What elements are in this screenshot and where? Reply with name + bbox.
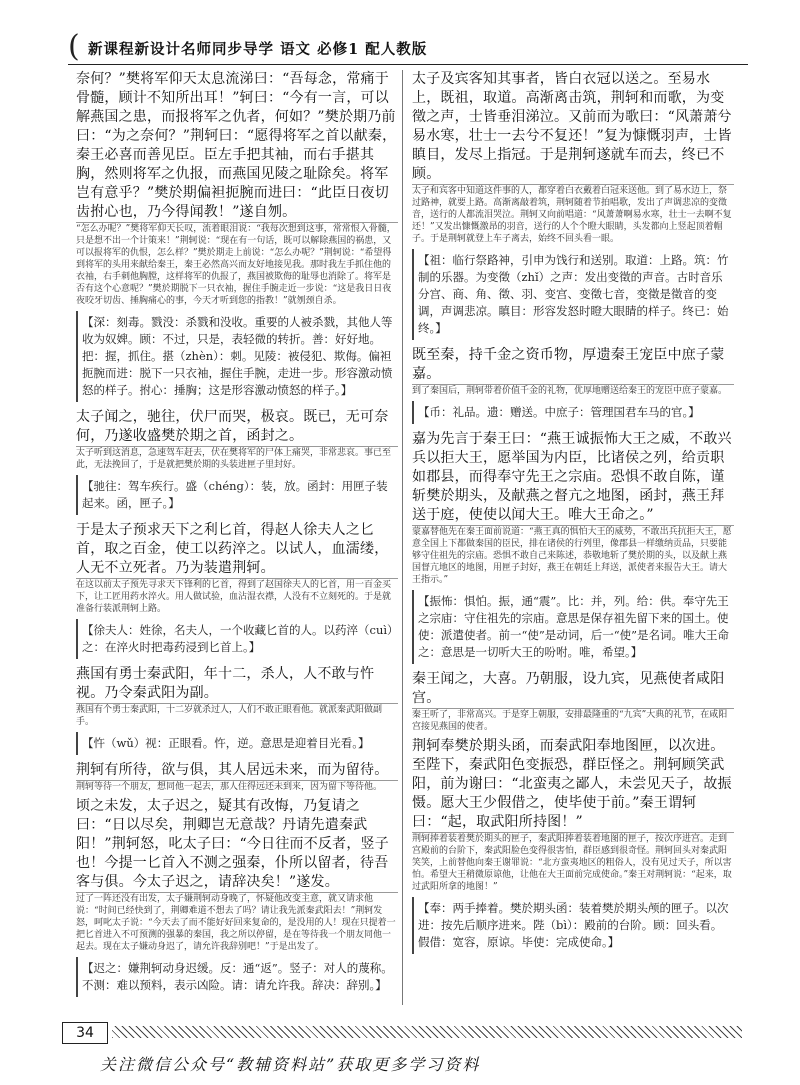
translation-text: 过了一阵还没有出发，太子嫌荆轲动身晚了，怀疑他改变主意，就又请求他说：“时间已经快到了，荆卿难道不想去了吗？请让我先派秦武阳去！”荆轲发怒，呵叱太子说：“今天去了而不能好好回来复命的，是没用的人！现在只提着一把匕首进入不可预测的强暴的秦国，我之所以停留，是在等待我一个朋友同他一起去。现在太子嫌动身迟了，请允许我辞别吧！”于是出发了。 [76, 894, 396, 952]
column-divider [402, 70, 403, 1005]
annotation-note: 【忤（wǔ）视：正眼看。忤，逆。意思是迎着目光看。】 [76, 732, 398, 755]
original-text: 荆轲奉樊於期头函，而秦武阳奉地图匣，以次进。至陛下，秦武阳色变振恐，群臣怪之。荆轲顾笑武阳，前为谢曰：“北蛮夷之鄙人，未尝见天子，故振慑。愿大王少假借之，使毕使于前。”秦王谓轲曰：“起，取武阳所持图！” [412, 737, 734, 833]
original-text: 顷之未发，太子迟之，疑其有改悔，乃复请之曰：“日以尽矣，荆卿岂无意哉？丹请先遣秦武阳！”荆轲怒，叱太子曰：“今日往而不反者，竖子也！今提一匕首入不测之强秦，仆所以留者，待吾客与俱。今太子迟之，请辞决矣！”遂发。 [76, 797, 398, 893]
translation-text: 秦王听了，非常高兴。于是穿上朝服，安排最隆重的“九宾”大典的礼节，在咸阳宫接见燕国的使者。 [412, 710, 728, 732]
original-text: 奈何？”樊将军仰天太息流涕曰：“吾每念，常痛于骨髓，顾计不知所出耳！”轲曰：“今有一言，可以解燕国之患，而报将军之仇者，何如？”樊於期乃前曰：“为之奈何？”荆轲曰：“愿得将军之首以献秦，秦王必喜而善见臣。臣左手把其袖，而右手揕其胸，然则将军之仇报，而燕国见陵之耻除矣。将军岂有意乎？”樊於期偏袒扼腕而进曰：“此臣日夜切齿拊心也，乃今得闻教！”遂自刎。 [76, 70, 398, 223]
text-block [412, 737, 734, 893]
translation-text: 燕国有个勇士秦武阳，十二岁就杀过人，人们不敢正眼看他。就派秦武阳做副手。 [76, 705, 383, 727]
right-column [412, 70, 734, 1005]
text-block [76, 408, 398, 471]
original-text: 太子及宾客知其事者，皆白衣冠以送之。至易水上，既祖，取道。高渐离击筑，荆轲和而歌，为变徵之声，士皆垂泪涕泣。又前而为歌曰：“风萧萧兮易水寒，壮士一去兮不复还！”复为慷慨羽声，士皆瞋目，发尽上指冠。于是荆轲遂就车而去，终已不顾。 [412, 70, 734, 185]
text-block [76, 521, 398, 615]
header-bracket-icon: ( [68, 29, 80, 64]
original-text: 既至秦，持千金之资币物，厚遗秦王宠臣中庶子蒙嘉。 [412, 346, 734, 385]
text-block [412, 70, 734, 245]
page-footer [62, 1022, 752, 1046]
header-title: 新课程新设计名师同步导学 语文 必修1 配人教版 [88, 41, 428, 58]
annotation-note: 【币：礼品。遗：赠送。中庶子：管理国君车马的官。】 [412, 401, 734, 424]
original-text: 荆轲有所待，欲与俱，其人居远未来，而为留待。 [76, 761, 398, 781]
annotation-note: 【驰往：驾车疾行。盛（chéng）：装，放。函封：用匣子装起来。函，匣子。】 [76, 475, 398, 515]
translation-text: 蒙嘉替他先在秦王面前说道：“燕王真的惧怕大王的威势，不敢出兵抗拒大王，愿意全国上下都做秦国的臣民，排在诸侯的行列里，像郡县一样缴纳贡品，只要能够守住祖先的宗庙。恐惧不敢自己来陈述，恭敬地斩了樊於期的头，以及献上燕国督亢地区的地图，用匣子封好，燕王在朝廷上拜送，派使者来报告大王。请大王指示。” [412, 527, 732, 585]
translation-text: 到了秦国后，荆轲带着价值千金的礼物，优厚地赠送给秦王的宠臣中庶子蒙嘉。 [412, 386, 728, 396]
text-block [76, 761, 398, 793]
translation-text: 太子听到这消息，急速驾车赶去，伏在樊将军的尸体上痛哭，非常悲哀。事已至此，无法挽回了，于是就把樊於期的头装进匣子里封好。 [76, 448, 392, 470]
original-text: 于是太子预求天下之利匕首，得赵人徐夫人之匕首，取之百金，使工以药淬之。以试人，血濡缕，人无不立死者。乃为装遣荆轲。 [76, 521, 398, 579]
translation-text: 在这以前太子预先寻求天下锋利的匕首，得到了赵国徐夫人的匕首，用一百金买下，让工匠用药水淬火。用人做试验，血沾湿衣襟，人没有不立刻死的。于是就准备行装派荆轲上路。 [76, 580, 392, 614]
text-block [76, 70, 398, 307]
annotation-note: 【迟之：嫌荆轲动身迟缓。反：通“返”。竖子：对人的蔑称。不测：难以预料，表示凶险。请：请允许我。辞决：辞别。】 [76, 957, 398, 997]
translation-text: 荆轲捧着装着樊於期头的匣子，秦武阳捧着装着地图的匣子，按次序进宫。走到宫殿前的台阶下，秦武阳脸色变得很害怕，群臣感到很奇怪。荆轲回头对秦武阳笑笑，上前替他向秦王谢罪说：“北方蛮夷地区的粗俗人，没有见过天子，所以害怕。希望大王稍微原谅他，让他在大王面前完成使命。”秦王对荆轲说：“起来，取过武阳所拿的地图！” [412, 834, 732, 892]
page-number: 34 [62, 1022, 108, 1044]
text-block [76, 665, 398, 728]
translation-text: 荆轲等待一个朋友，想同他一起去，那人住得远还未到来，因为留下等待他。 [76, 782, 383, 792]
text-block [412, 430, 734, 586]
left-column [76, 70, 398, 1005]
annotation-note: 【振怖：惧怕。振，通“震”。比：并，列。给：供。奉守先王之宗庙：守住祖先的宗庙。意思是保存祖先留下来的国土。使使：派遣使者。前一“使”是动词，后一“使”是名词。唯大王命之：意思是一切听大王的吩咐。唯，希望。】 [412, 590, 734, 664]
text-block [76, 797, 398, 953]
original-text: 燕国有勇士秦武阳，年十二，杀人，人不敢与忤视。乃令秦武阳为副。 [76, 665, 398, 704]
text-block [412, 670, 734, 733]
promo-text: 关注微信公众号“教辅资料站”获取更多学习资料 [100, 1055, 481, 1074]
annotation-note: 【深：刻毒。戮没：杀戮和没收。重要的人被杀戮，其他人等收为奴婢。顾：不过，只是，表轻微的转折。善：好好地。把：握，抓住。揕（zhèn）：刺。见陵：被侵犯、欺侮。偏袒扼腕而进：脱下一只衣袖，握住手腕，走进一步。形容激动愤怒的样子。拊心：捶胸；这是形容激动愤怒的样子。】 [76, 311, 398, 402]
text-block [412, 346, 734, 397]
original-text: 太子闻之，驰往，伏尸而哭，极哀。既已，无可奈何，乃遂收盛樊於期之首，函封之。 [76, 408, 398, 447]
page-header [68, 30, 748, 65]
original-text: 秦王闻之，大喜。乃朝服，设九宾，见燕使者咸阳宫。 [412, 670, 734, 709]
translation-text: “怎么办呢？”樊将军仰天长叹，流着眼泪说：“我每次想到这事，常常恨入骨髓，只是想不出一个计策来！”荆轲说：“现在有一句话，既可以解除燕国的祸患，又可以报将军的仇恨，怎么样？”樊於期走上前说：“怎么办呢？”荆轲说：“希望得到将军的头用来献给秦王，秦王必然高兴而友好地接见我。那时我左手抓住他的衣袖，右手刺他胸膛，这样将军的仇报了，燕国被欺侮的耻辱也消除了。将军是否有这个心意呢？”樊於期脱下一只衣袖，握住手腕走近一步说：“这是我日日夜夜咬牙切齿、捶胸痛心的事，今天才听到您的指教！”就刎颈自杀。 [76, 224, 396, 306]
annotation-note: 【奉：两手捧着。樊於期头函：装着樊於期头颅的匣子。以次进：按先后顺序进来。陛（bì）：殿前的台阶。顾：回头看。假借：宽容，原谅。毕使：完成使命。】 [412, 897, 734, 954]
translation-text: 太子和宾客中知道这件事的人，都穿着白衣戴着白冠来送他。到了易水边上，祭过路神，就要上路。高渐离敲着筑，荆轲随着节拍唱歌，发出了声调悲凉的变徵音，送行的人都流泪哭泣。荆轲又向前唱道：“风萧萧啊易水寒，壮士一去啊不复还！”又发出慷慨激昂的羽音，送行的人个个瞪大眼睛，头发都向上竖起顶着帽子。于是荆轲就登上车子离去，始终不回头看一眼。 [412, 186, 732, 244]
original-text: 嘉为先言于秦王曰：“燕王诚振怖大王之威，不敢兴兵以拒大王，愿举国为内臣，比诸侯之列，给贡职如郡县，而得奉守先王之宗庙。恐惧不敢自陈，谨斩樊於期头，及献燕之督亢之地图，函封，燕王拜送于庭，使使以闻大王。唯大王命之。” [412, 430, 734, 526]
annotation-note: 【祖：临行祭路神，引申为饯行和送别。取道：上路。筑：竹制的乐器。为变徵（zhǐ）之声：发出变徵的声音。古时音乐分宫、商、角、徵、羽、变宫、变徵七音，变徵是徵音的变调，声调悲凉。瞋目：形容发怒时瞪大眼睛的样子。终已：始终。】 [412, 249, 734, 340]
annotation-note: 【徐夫人：姓徐，名夫人，一个收藏匕首的人。以药淬（cuì）之：在淬火时把毒药浸到匕首上。】 [76, 619, 398, 659]
footer-hatch-decoration [112, 1026, 742, 1038]
